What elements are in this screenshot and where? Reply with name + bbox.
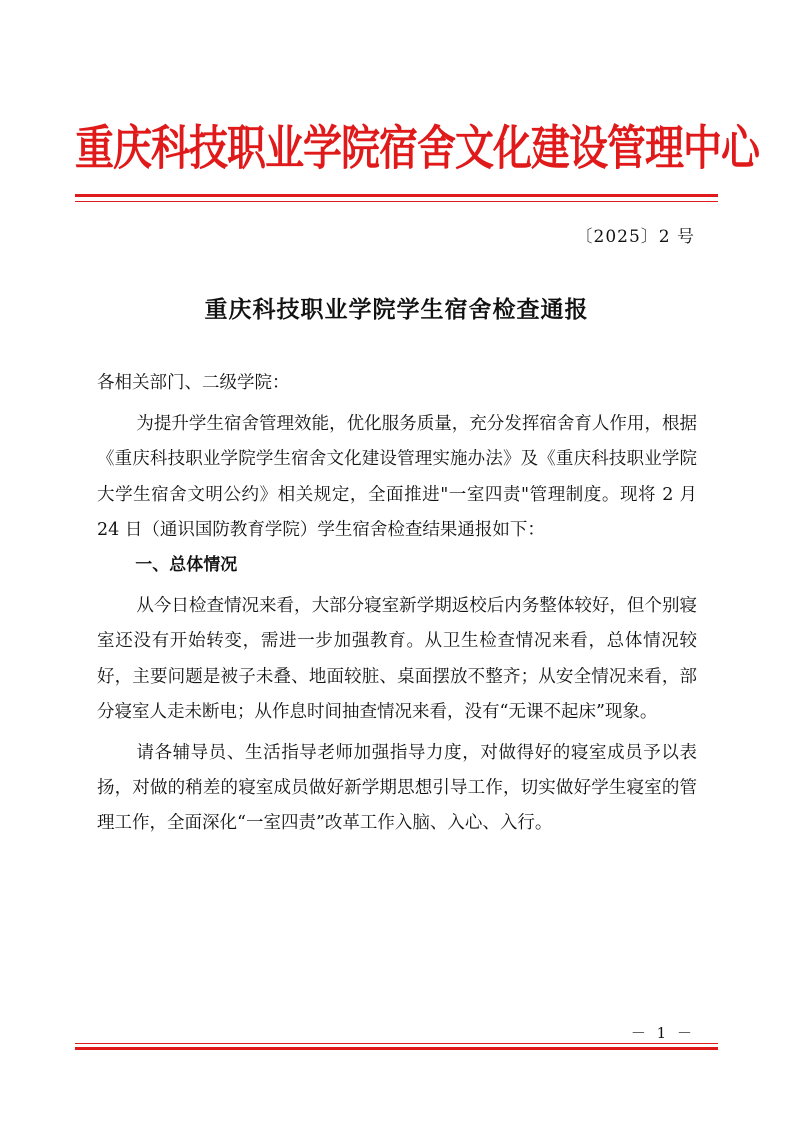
salutation: 各相关部门、二级学院： — [97, 373, 290, 393]
issuing-authority-header: 重庆科技职业学院宿舍文化建设管理中心 — [75, 120, 760, 177]
section-paragraph-2: 请各辅导员、生活指导老师加强指导力度，对做得好的寝室成员予以表扬，对做的稍差的寝室成员做好新学期思想引导工作，切实做好学生寝室的管理工作，全面深化“一室四责”改革工作入脑、入心、入行。 — [97, 743, 697, 834]
footer-rule-thin — [75, 1043, 718, 1044]
section-paragraph-1: 从今日检查情况来看，大部分寝室新学期返校后内务整体较好，但个别寝室还没有开始转变，需进一步加强教育。从卫生检查情况来看，总体情况较好，主要问题是被子未叠、地面较脏、桌面摆放不整齐；从安全情况来看，部分寝室人走未断电；从作息时间抽查情况来看，没有“无课不起床”现象。 — [97, 596, 697, 722]
document-title: 重庆科技职业学院学生宿舍检查通报 — [204, 296, 589, 323]
header-rule-thin — [75, 201, 718, 202]
page-number: － 1 － — [630, 1024, 695, 1042]
header-rule-thick — [75, 194, 718, 197]
document-body — [97, 366, 697, 842]
document-number: 〔2025〕2 号 — [575, 227, 695, 247]
footer-rule-thick — [75, 1047, 718, 1050]
intro-paragraph: 为提升学生宿舍管理效能，优化服务质量，充分发挥宿舍育人作用，根据《重庆科技职业学院学生宿舍文化建设管理实施办法》及《重庆科技职业学院大学生宿舍文明公约》相关规定，全面推进"一室四责"管理制度。现将 2 月 24 日（通识国防教育学院）学生宿舍检查结果通报如下： — [97, 414, 697, 540]
section-heading: 一、总体情况 — [135, 555, 238, 576]
